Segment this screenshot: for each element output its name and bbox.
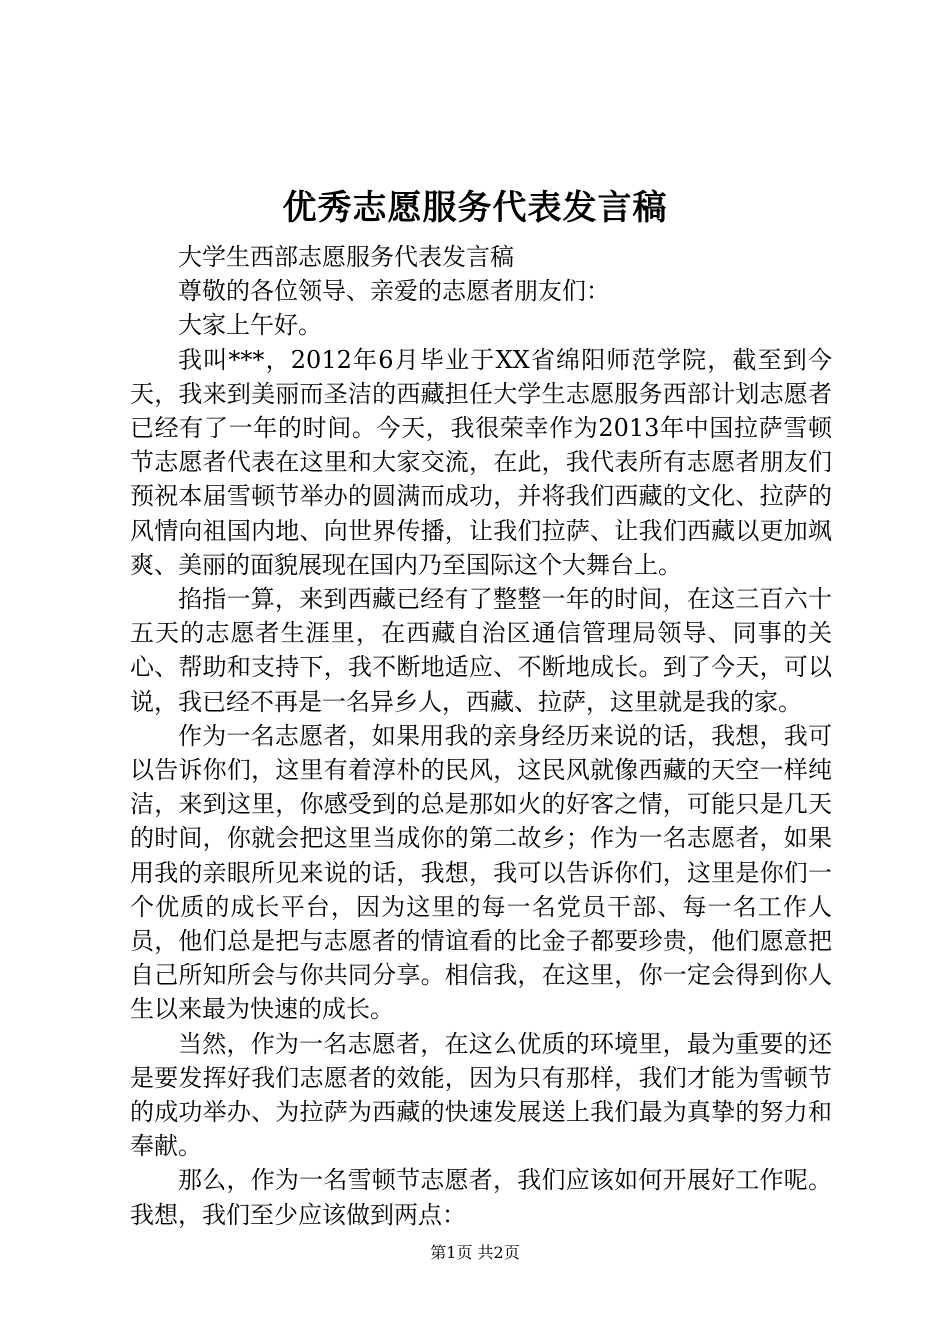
paragraph-two-points: 那么，作为一名雪顿节志愿者，我们应该如何开展好工作呢。我想，我们至少应该做到两点： bbox=[130, 1166, 832, 1229]
document-title: 优秀志愿服务代表发言稿 bbox=[282, 188, 668, 228]
page-number-footer: 第1页 共2页 bbox=[430, 1243, 520, 1262]
paragraph-one-year: 掐指一算，来到西藏已经有了整整一年的时间，在这三百六十五天的志愿者生涯里，在西藏自治区通信管理局领导、同事的关心、帮助和支持下，我不断地适应、不断地成长。到了今天，可以说，我已经不再是一名异乡人，西藏、拉萨，这里就是我的家。 bbox=[130, 585, 832, 716]
paragraph-introduction: 我叫***，2012年6月毕业于XX省绵阳师范学院，截至到今天，我来到美丽而圣洁的西藏担任大学生志愿服务西部计划志愿者已经有了一年的时间。今天，我很荣幸作为2013年中国拉萨雪顿节志愿者代表在这里和大家交流，在此，我代表所有志愿者朋友们预祝本届雪顿节举办的圆满而成功，并将我们西藏的文化、拉萨的风情向祖国内地、向世界传播，让我们拉萨、让我们西藏以更加飒爽、美丽的面貌展现在国内乃至国际这个大舞台上。 bbox=[130, 345, 832, 579]
paragraph-greeting: 大家上午好。 bbox=[178, 311, 322, 340]
paragraph-subtitle: 大学生西部志愿服务代表发言稿 bbox=[178, 243, 514, 271]
paragraph-experience: 作为一名志愿者，如果用我的亲身经历来说的话，我想，我可以告诉你们，这里有着淳朴的民风，这民风就像西藏的天空一样纯洁，来到这里，你感受到的总是那如火的好客之情，可能只是几天的时间，你就会把这里当成你的第二故乡；作为一名志愿者，如果用我的亲眼所见来说的话，我想，我可以告诉你们，这里是你们一个优质的成长平台，因为这里的每一名党员干部、每一名工作人员，他们总是把与志愿者的情谊看的比金子都要珍贵，他们愿意把自己所知所会与你共同分享。相信我，在这里，你一定会得到你人生以来最为快速的成长。 bbox=[130, 721, 832, 1024]
paragraph-salutation: 尊敬的各位领导、亲爱的志愿者朋友们： bbox=[178, 277, 610, 306]
document-body bbox=[130, 240, 832, 1232]
paragraph-efficiency: 当然，作为一名志愿者，在这么优质的环境里，最为重要的还是要发挥好我们志愿者的效能，因为只有那样，我们才能为雪顿节的成功举办、为拉萨为西藏的快速发展送上我们最为真挚的努力和奉献。 bbox=[130, 1029, 832, 1161]
